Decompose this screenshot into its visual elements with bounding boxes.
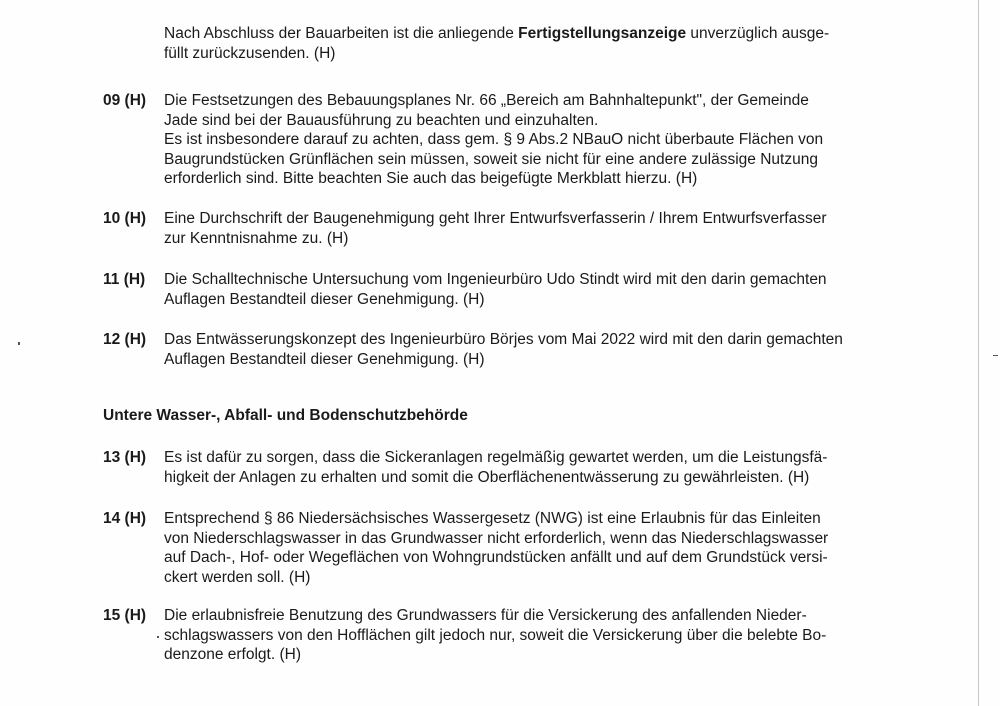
item-text: Die Schalltechnische Untersuchung vom Ingenieurbüro Udo Stindt wird mit den darin gemachten Auflagen Bestandteil dieser Genehmigung. (H) bbox=[164, 271, 827, 308]
item-text: Die Festsetzungen des Bebauungsplanes Nr. 66 „Bereich am Bahnhaltepunkt", der Gemeinde Jade sind bei der Bauausführung zu beachten und einzuhalten. Es ist insbesondere darauf zu achten, dass gem. § 9 Abs.2 NBauO nicht überbaute Flächen von Baugrundstücken Grünflächen sein müssen, soweit sie nicht für eine andere zulässige Nutzung erforderlich sind. Bitte beachten Sie auch das beigefügte Merkblatt hierzu. (H) bbox=[164, 92, 824, 187]
intro-line-2: füllt zurückzusenden. (H) bbox=[164, 44, 336, 62]
item-number: 10 (H) bbox=[103, 210, 147, 227]
item-number: 09 (H) bbox=[103, 92, 147, 109]
item-number: 11 (H) bbox=[103, 271, 146, 288]
item-text: Entsprechend § 86 Niedersächsisches Wassergesetz (NWG) ist eine Erlaubnis für das Einleiten von Niederschlagswasser in das Grundwasser nicht erforderlich, wenn das Niederschlagswasser auf Dach-, Hof- oder Wegeflächen von Wohngrundstücken anfällt und auf dem Grundstück versi- ckert werden soll. (H) bbox=[164, 510, 829, 586]
scan-speck bbox=[993, 355, 998, 356]
scan-speck bbox=[157, 636, 159, 638]
intro-line-1: Nach Abschluss der Bauarbeiten ist die anliegende Fertigstellungsanzeige unverzüglich ausge- bbox=[164, 25, 830, 42]
scan-edge-line bbox=[978, 0, 979, 706]
item-text: Eine Durchschrift der Baugenehmigung geht Ihrer Entwurfsverfasserin / Ihrem Entwurfsverfasser zur Kenntnisnahme zu. (H) bbox=[164, 210, 827, 247]
item-text: Das Entwässerungskonzept des Ingenieurbüro Börjes vom Mai 2022 wird mit den darin gemachten Auflagen Bestandteil dieser Genehmigung. (H) bbox=[164, 331, 843, 368]
item-text: Die erlaubnisfreie Benutzung des Grundwassers für die Versickerung des anfallenden Nieder- schlagswassers von den Hofflächen gilt jedoch nur, soweit die Versickerung über die belebte Bo- denzone erfolgt. (H) bbox=[164, 607, 827, 663]
item-number: 14 (H) bbox=[103, 510, 147, 527]
intro-bold-term: Fertigstellungsanzeige bbox=[518, 25, 687, 42]
scan-speck bbox=[18, 342, 20, 345]
section-heading: Untere Wasser-, Abfall- und Bodenschutzbehörde bbox=[103, 407, 468, 424]
item-number: 15 (H) bbox=[103, 607, 147, 624]
item-number: 13 (H) bbox=[103, 449, 147, 466]
item-number: 12 (H) bbox=[103, 331, 147, 348]
item-text: Es ist dafür zu sorgen, dass die Sickeranlagen regelmäßig gewartet werden, um die Leistungsfä- higkeit der Anlagen zu erhalten und somit die Oberflächenentwässerung zu gewährleisten. (H) bbox=[164, 449, 828, 486]
